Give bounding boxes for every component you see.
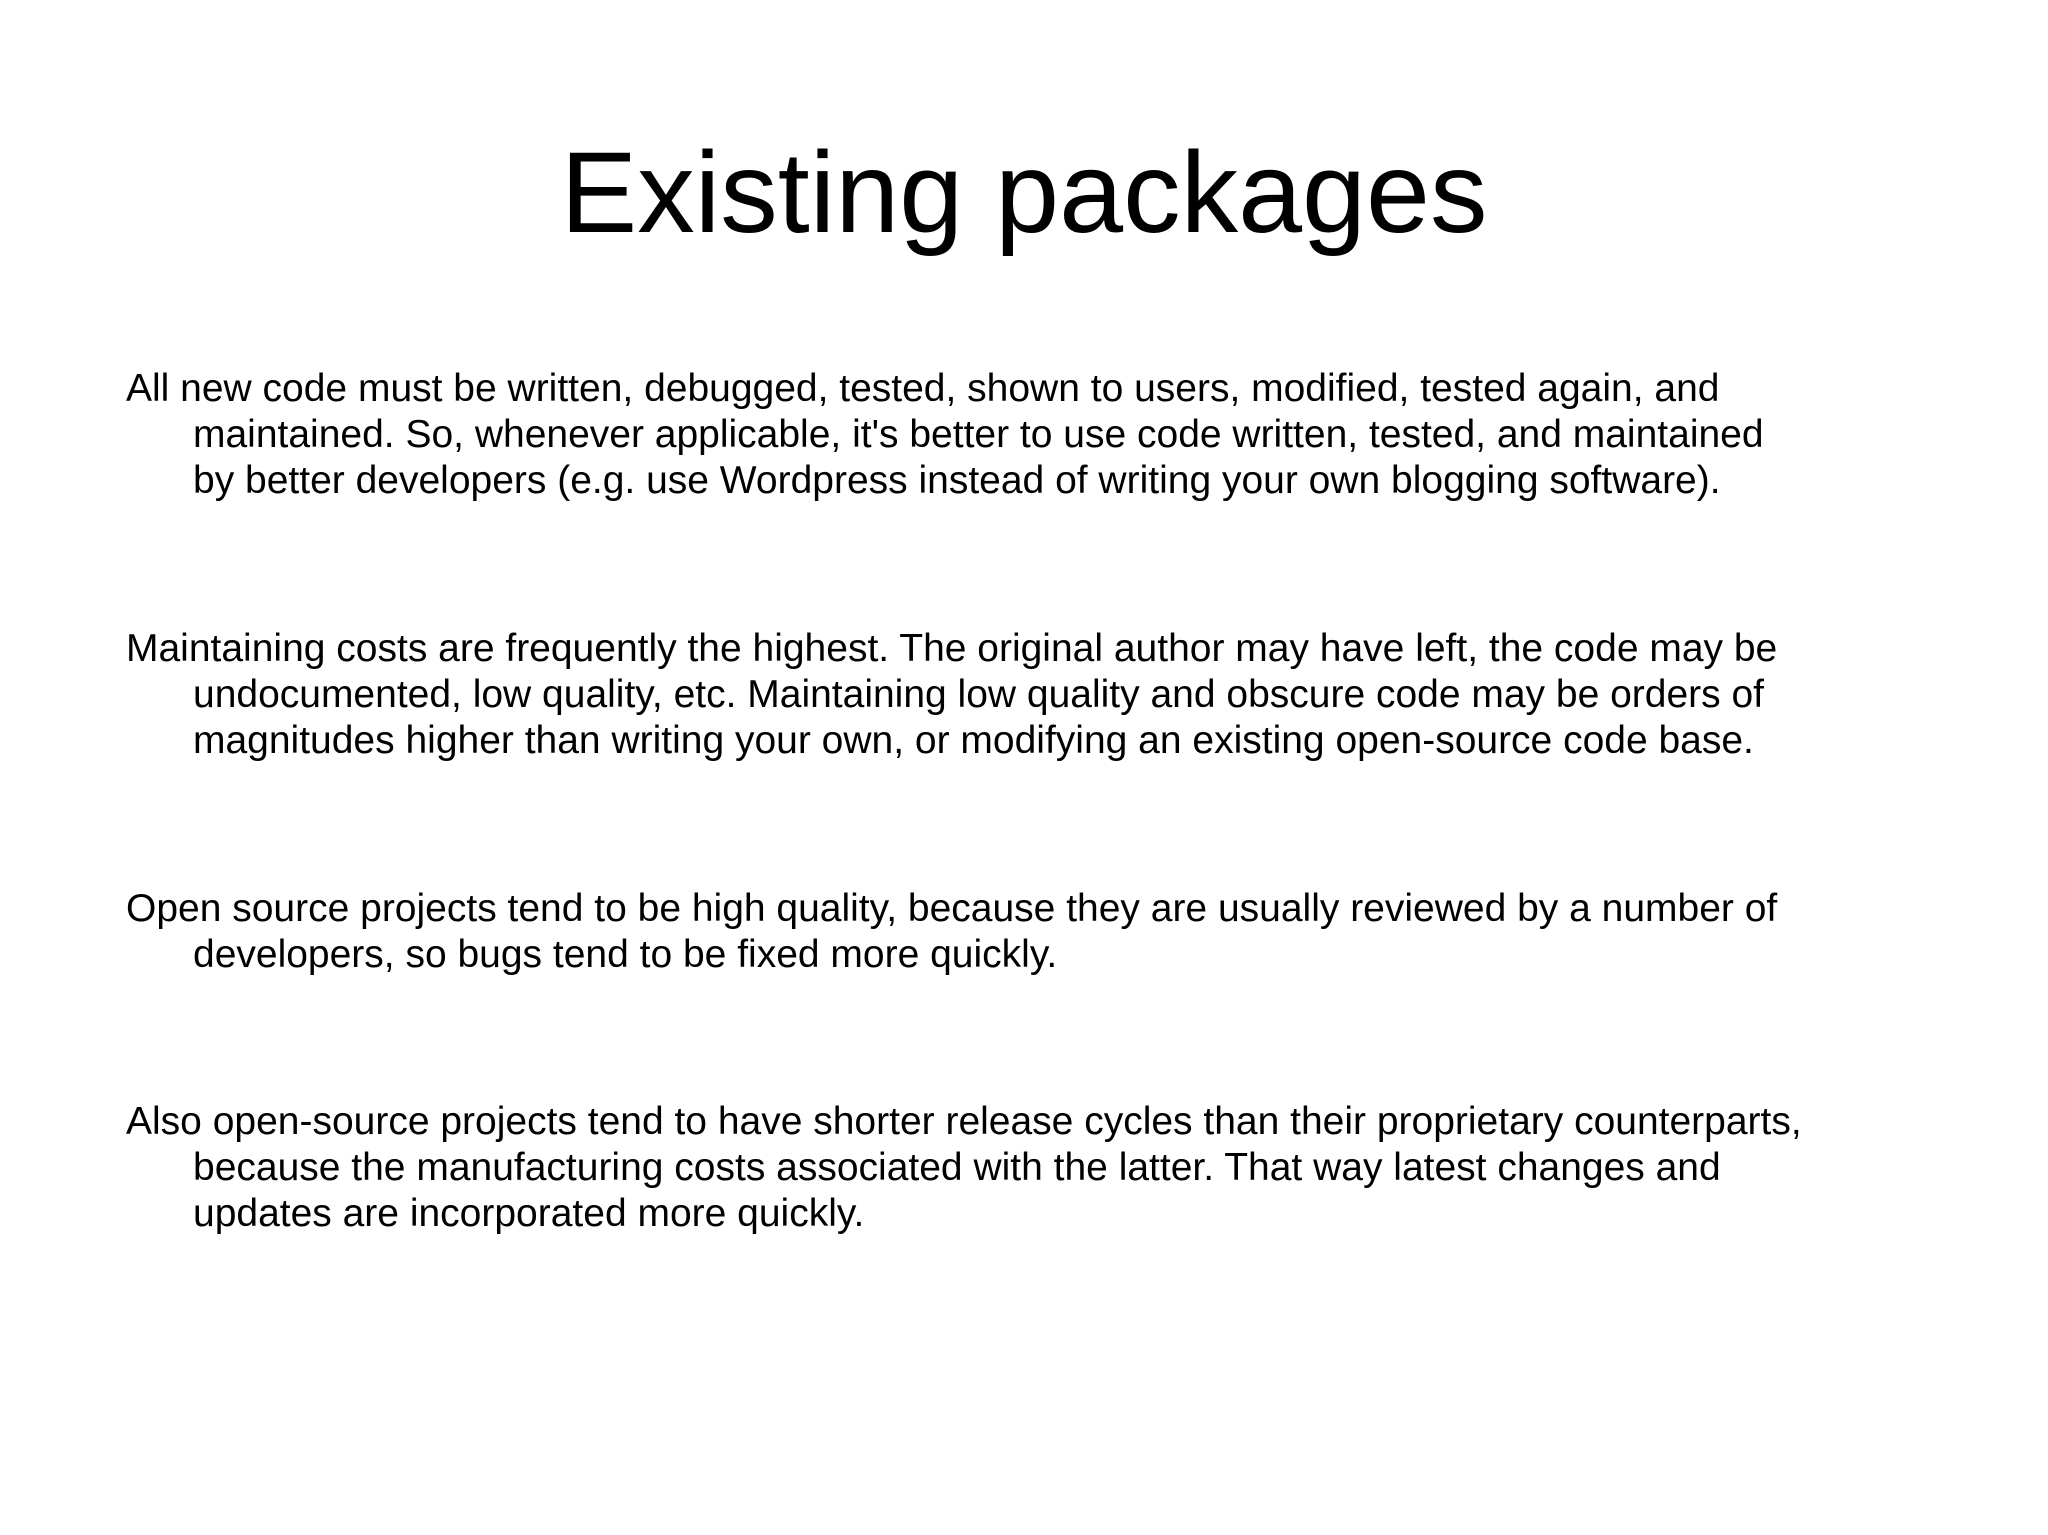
body-paragraph-1: All new code must be written, debugged, tested, shown to users, modified, tested again, and maintained. So, whenever applicable, it's better to use code written, tested, and maintained by better developers (e.g. use Wordpress instead of writing your own blogging software). (126, 367, 1764, 502)
body-paragraph-4: Also open-source projects tend to have shorter release cycles than their proprietary counterparts, because the manufacturing costs associated with the latter. That way latest changes and updates are incorporated more quickly. (126, 1100, 1802, 1235)
body-paragraph-3: Open source projects tend to be high quality, because they are usually reviewed by a number of developers, so bugs tend to be fixed more quickly. (126, 887, 1778, 976)
slide-title: Existing packages (560, 129, 1488, 257)
body-paragraph-2: Maintaining costs are frequently the highest. The original author may have left, the code may be undocumented, low quality, etc. Maintaining low quality and obscure code may be orders of magnitudes higher than writing your own, or modifying an existing open-source code base. (126, 627, 1778, 762)
